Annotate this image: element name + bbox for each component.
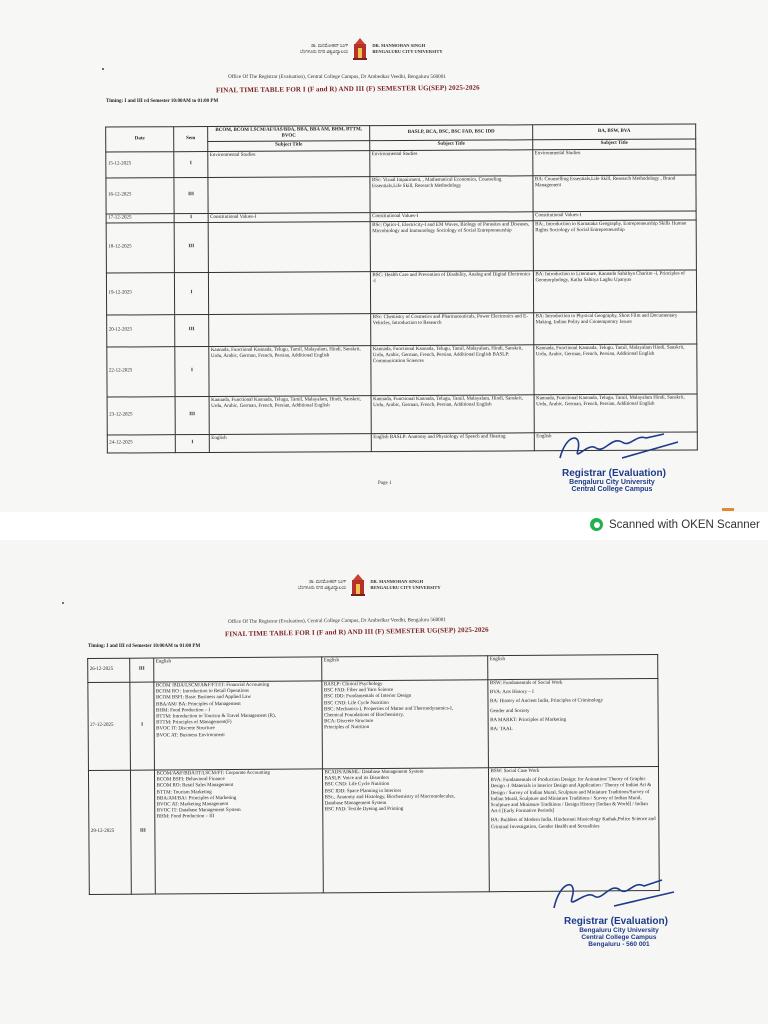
exam-date: 19-12-2025 xyxy=(106,273,174,315)
registrar-campus: Central College Campus xyxy=(571,486,653,493)
exam-date: 27-12-2025 xyxy=(88,682,131,770)
science-subjects: Kannada, Functional Kannada, Telugu, Tamil, Malayalam, Hindi, Sanskrit, Urdu, Arabic, German, French, Persian, Additional English BASLP: Communication Sciences xyxy=(371,345,534,396)
exam-date: 23-12-2025 xyxy=(107,396,175,434)
registrar-campus-2: Central College Campus xyxy=(581,934,657,941)
commerce-subjects: Kannada, Functional Kannada, Telugu, Tamil, Malayalam, Hindi, Sanskrit, Urdu, Arabic, German, French, Persian, Additional English xyxy=(209,345,371,396)
registrar-city-2: Bengaluru - 560 001 xyxy=(588,941,650,948)
exam-date: 29-12-2025 xyxy=(88,770,131,894)
subject-line: BCOM BSFI: Behavioral Finance xyxy=(156,777,225,783)
subject-line: BTTM: Introduction to Tourism & Travel Management (R), xyxy=(156,713,276,720)
subject-title-header: Subject Title xyxy=(533,139,696,149)
subject-line: BSW: Social Case Work xyxy=(490,768,540,775)
scanner-app-icon xyxy=(590,518,603,531)
subject-line: BVOC IT: Database Management System xyxy=(156,808,241,814)
subject-title-header: Subject Title xyxy=(370,140,533,150)
subject-line: BSW: Fundamentals of Social Work xyxy=(489,680,563,687)
science-subjects: BSc: Optics-I, Electricity-I and EM Waves, Biology of Parasites and Diseases, Microbiology and Immunology Sociology of Social Entrepreneurship xyxy=(370,221,533,272)
semester: I xyxy=(175,346,209,396)
arts-subjects: Environmental Studies xyxy=(533,149,696,176)
registrar-signature-block-1 xyxy=(552,446,666,493)
office-address-2: Office Of The Registrar (Evaluation), Central College Campus, Dr Ambedkar Veedhi, Bengaluru 560001 xyxy=(227,617,446,625)
subject-line: BCOM BSFI: Basic Business and Applied Law xyxy=(155,695,251,701)
document-title: FINAL TIME TABLE FOR I (F and R) AND III (F) SEMESTER UG(SEP) 2025-2026 xyxy=(215,83,480,95)
science-subjects: Kannada, Functional Kannada, Telugu, Tamil, Malayalam, Hindi, Sanskrit, Urdu, Arabic, German, French, Persian, Additional English xyxy=(371,395,534,434)
registrar-university-2: Bengaluru City University xyxy=(579,927,659,934)
exam-date: 22-12-2025 xyxy=(107,347,175,397)
signature-scribble-icon xyxy=(552,428,682,468)
subject-line: BCOM /BDA/LSCM/A&F/FT/IT: Financial Accounting xyxy=(155,682,270,689)
timetable-page-2 xyxy=(87,654,660,895)
arts-subjects: Kannada, Functional Kannada, Telugu, Tamil, Malayalam Hindi, Sanskrit, Urdu, Arabic, German, French, Persian, Additional English xyxy=(534,394,697,433)
science-subjects: BSc: Chemistry of Cosmetics and Pharmaceuticals, Power Electronics and E-Vehicles, Introduction to Research xyxy=(371,313,534,346)
document-title-2: FINAL TIME TABLE FOR I (F and R) AND III (F) SEMESTER UG(SEP) 2025-2026 xyxy=(224,625,489,639)
commerce-subjects: Environmental Studies xyxy=(208,150,370,177)
subject-line: BASLP: Voice and its Disorders xyxy=(324,776,390,782)
university-name-line2: BENGALURU CITY UNIVERSITY xyxy=(372,49,443,54)
science-subjects xyxy=(322,680,489,769)
scanned-page-2 xyxy=(0,540,768,1024)
scanner-watermark xyxy=(590,518,760,531)
timing-note: Timing: I and III rd Semester 10:00AM to 01:00 PM xyxy=(106,99,219,104)
signature-scribble-icon xyxy=(548,874,678,918)
subject-line: BCOM/A&F/BDA/IT/LSCM/FT: Corporate Accounting xyxy=(156,770,270,777)
exam-date: 26-12-2025 xyxy=(88,658,130,682)
science-subjects: Environmental Studies xyxy=(370,149,533,176)
scan-edge-mark xyxy=(722,508,734,511)
subject-line: BA: Builders of Modern India, Hindustani Musicology Kathak,Police Science and Criminal Investigation, Gender Health and Sexualities xyxy=(490,817,656,830)
semester: III xyxy=(130,770,155,894)
exam-date: 20-12-2025 xyxy=(107,315,175,347)
table-row xyxy=(106,175,696,214)
university-logo-block xyxy=(300,38,443,60)
commerce-subjects xyxy=(208,221,370,272)
subject-line: Principles of Nutrition xyxy=(324,725,370,731)
semester: III xyxy=(174,177,208,213)
subject-line: BASLP: Clinical Psychology xyxy=(323,681,383,688)
timing-note-2: Timing: I and III rd Semester 10:00AM to 01:00 PM xyxy=(88,644,201,649)
kannada-name-line2: ಬೆಂಗಳೂರು ನಗರ ವಿಶ್ವವಿದ್ಯಾಲಯ xyxy=(300,49,349,54)
kannada-name-line2: ಬೆಂಗಳೂರು ನಗರ ವಿಶ್ವವಿದ್ಯಾಲಯ xyxy=(298,585,347,590)
semester: I xyxy=(130,682,155,770)
subject-line: BSC IDD: Fundamentals of Interior Design xyxy=(323,694,412,700)
header-group-arts: BA, BSW, BVA xyxy=(533,124,696,140)
university-name-line2: BENGALURU CITY UNIVERSITY xyxy=(370,585,441,590)
exam-date: 16-12-2025 xyxy=(106,177,174,213)
commerce-subjects xyxy=(208,176,370,213)
subject-line: BBA/AM/BA/: Principles of Marketing xyxy=(156,795,237,802)
header-group-science: BASLP, BCA, BSC, BSC FAD, BSC IDD xyxy=(370,125,533,141)
university-logo-block-2 xyxy=(298,574,441,596)
arts-subjects: BA:, Introduction to Karnataka Geography, Entrepreneurship Skills Human Rights Sociology of Social Entrepreneurship xyxy=(533,220,696,271)
science-subjects: BSc: Visual Impairment, , Mathematical Economics, Counseling Essentials,Life Skill, Research Methodology xyxy=(370,175,533,212)
subject-line: BVA: Fundamentals of Production Design: for Animation/ Theory of Graphic Design -I /Materials in Interior Design and Application / Theory of Indian Art & Design / Survey of Indian Mural, Sculpture and Miniature Traditions/Survey of Indian Mural, Sculpture and Miniature Traditions / Survey of Indian Mural, Sculpture and Miniature Traditions / Design History [Indian & World] / Indian Art-I [Early Formative Periods] xyxy=(490,777,652,815)
semester: I xyxy=(174,272,208,314)
subject-line: BSC FAD: Textile Dyeing and Printing xyxy=(324,807,404,813)
office-address: Office Of The Registrar (Evaluation), Central College Campus, Dr Ambedkar Veedhi, Bengaluru 560001 xyxy=(228,74,446,80)
subject-line: BVOC AT: Business Environment xyxy=(156,732,225,739)
arts-subjects: English xyxy=(488,655,658,680)
subject-line: BCA: Discrete Structure xyxy=(324,719,374,725)
arts-subjects: English xyxy=(534,432,697,451)
subject-line: BSc., Anatomy and Histology, Biochemistry of Macromolecules, xyxy=(324,794,455,801)
semester: I xyxy=(174,213,208,222)
subject-line: BA: History of Ancient India, Principles of Criminology xyxy=(489,698,604,705)
semester: I xyxy=(174,151,208,177)
commerce-subjects: Kannada, Functional Kannada, Telugu, Tamil, Malayalam, Hindi, Sanskrit, Urdu, Arabic, German, French, Persian, Additional English xyxy=(209,395,371,434)
commerce-subjects: English xyxy=(209,433,371,452)
arts-subjects: Kannada, Functional Kannada, Telugu, Tamil, Malayalam Hindi, Sanskrit, Urdu, Arabic, German, French, Persian, Additional English xyxy=(534,344,697,395)
semester: I xyxy=(175,434,209,452)
subject-line: BSC IDD: Space Planning in Interiors xyxy=(324,788,402,794)
exam-date: 18-12-2025 xyxy=(106,223,174,273)
subject-line: BSC FAD: Fiber and Yarn Science xyxy=(323,688,394,694)
subject-line: BVA: Arts History – I xyxy=(489,690,534,696)
registrar-title-2: Registrar (Evaluation) xyxy=(564,916,668,927)
header-group-commerce: BCOM, BCOM LSCM/AF/IAS/BDA, BBA, BBA AM, BHM, BTTM, BVOC xyxy=(208,126,370,142)
commerce-subjects xyxy=(208,271,370,314)
semester: III xyxy=(174,222,208,272)
subject-line: BHM: Food Production – I xyxy=(156,707,211,714)
arts-subjects xyxy=(488,679,659,768)
subject-line: BTTM: Principles of Management(F) xyxy=(156,720,232,726)
registrar-title: Registrar (Evaluation) xyxy=(562,468,666,479)
header-date: Date xyxy=(106,127,174,152)
subject-line: BVOC IT: Discrete Structure xyxy=(156,726,215,732)
table-row xyxy=(106,220,696,273)
exam-date: 15-12-2025 xyxy=(106,151,174,177)
subject-line: BCOM RO: Retail Sales Management xyxy=(156,783,234,789)
semester: III xyxy=(175,396,209,434)
table-row xyxy=(107,312,697,347)
table-row xyxy=(106,149,696,178)
subject-line: BSC: Mechanics-I, Properties of Matter and Thermodynamics-I, xyxy=(324,706,454,713)
subject-line: BVOC AT: Marketing Management xyxy=(156,802,229,808)
subject-line: BCOM RO : Introduction to Retail Operations xyxy=(155,689,249,695)
arts-subjects: BA: Introduction to Literature, Kannada Sahithya Charitre -I, Principles of Geomorphology, Katha Sahitya Laghu Upanyas xyxy=(533,270,696,313)
table-row xyxy=(88,679,659,771)
timetable-page-1 xyxy=(105,123,698,453)
university-emblem-icon xyxy=(350,574,366,596)
subject-line: BSC CND: Life Cycle Nutrition xyxy=(323,700,389,706)
science-subjects: Constitutional Values-I xyxy=(370,211,533,221)
university-emblem-icon xyxy=(352,38,368,60)
arts-subjects xyxy=(488,767,659,892)
commerce-subjects: Constitutional Values-I xyxy=(208,212,370,222)
commerce-subjects xyxy=(154,769,323,894)
commerce-subjects xyxy=(154,681,323,770)
semester: III xyxy=(130,658,154,682)
science-subjects: English BASLP: Anatomy and Physiology of Speech and Hearing xyxy=(371,433,534,452)
kannada-name-line1: ಡಾ. ಮನಮೋಹನ್ ಸಿಂಗ್ xyxy=(309,579,347,584)
subject-line: Chemical Foundations of Biochemistry, xyxy=(324,712,404,719)
header-sem: Sem xyxy=(174,127,208,152)
subject-line: Database Management System xyxy=(324,800,387,807)
subject-line: BSC CND: Life Cycle Nutrition xyxy=(324,782,390,788)
table-row xyxy=(107,344,697,397)
semester: III xyxy=(175,314,209,346)
subject-line: BCADS/AI&ML: Database Management System xyxy=(324,769,424,776)
science-subjects: English xyxy=(322,656,488,681)
subject-title-header: Subject Title xyxy=(208,141,370,151)
university-name-line1: DR. MANMOHAN SINGH xyxy=(372,43,426,48)
scanner-watermark-text: Scanned with OKEN Scanner xyxy=(609,518,760,531)
registrar-university: Bengaluru City University xyxy=(569,479,655,486)
arts-subjects: Constitutional Values-I xyxy=(533,211,696,221)
commerce-subjects xyxy=(209,313,371,346)
subject-line: BA MARKT: Principles of Marketing xyxy=(490,717,567,723)
exam-date: 17-12-2025 xyxy=(106,213,174,223)
arts-subjects: BA: Introduction to Physical Geography, Short Film and Documentary Making, Indian Polity and Contemporary Issues xyxy=(534,312,697,345)
science-subjects: BSC: Health Care and Prevention of Disability, Analog and Digital Electronics -I xyxy=(370,271,533,314)
page-number: Page 1 xyxy=(378,481,392,486)
science-subjects xyxy=(322,768,489,893)
subject-line: BBA/AM/ BA: Principles of Management xyxy=(155,701,241,708)
university-name-line1: DR. MANMOHAN SINGH xyxy=(370,579,424,584)
registrar-signature-block-2 xyxy=(548,884,668,948)
subject-line: BTTM: Tourism Marketing xyxy=(156,789,212,796)
arts-subjects: BA: Counselling Essentials,Life Skill, Research Methodology , Brand Management xyxy=(533,175,696,212)
commerce-subjects: English xyxy=(154,657,322,682)
subject-line: BHM: Food Production – III xyxy=(156,814,215,820)
table-row xyxy=(106,270,696,315)
subject-line: BA: TAAL xyxy=(490,727,513,733)
subject-line: Gender and Society xyxy=(490,708,530,714)
kannada-name-line1: ಡಾ. ಮನಮೋಹನ್ ಸಿಂಗ್ xyxy=(311,43,349,48)
exam-date: 24-12-2025 xyxy=(107,434,175,452)
